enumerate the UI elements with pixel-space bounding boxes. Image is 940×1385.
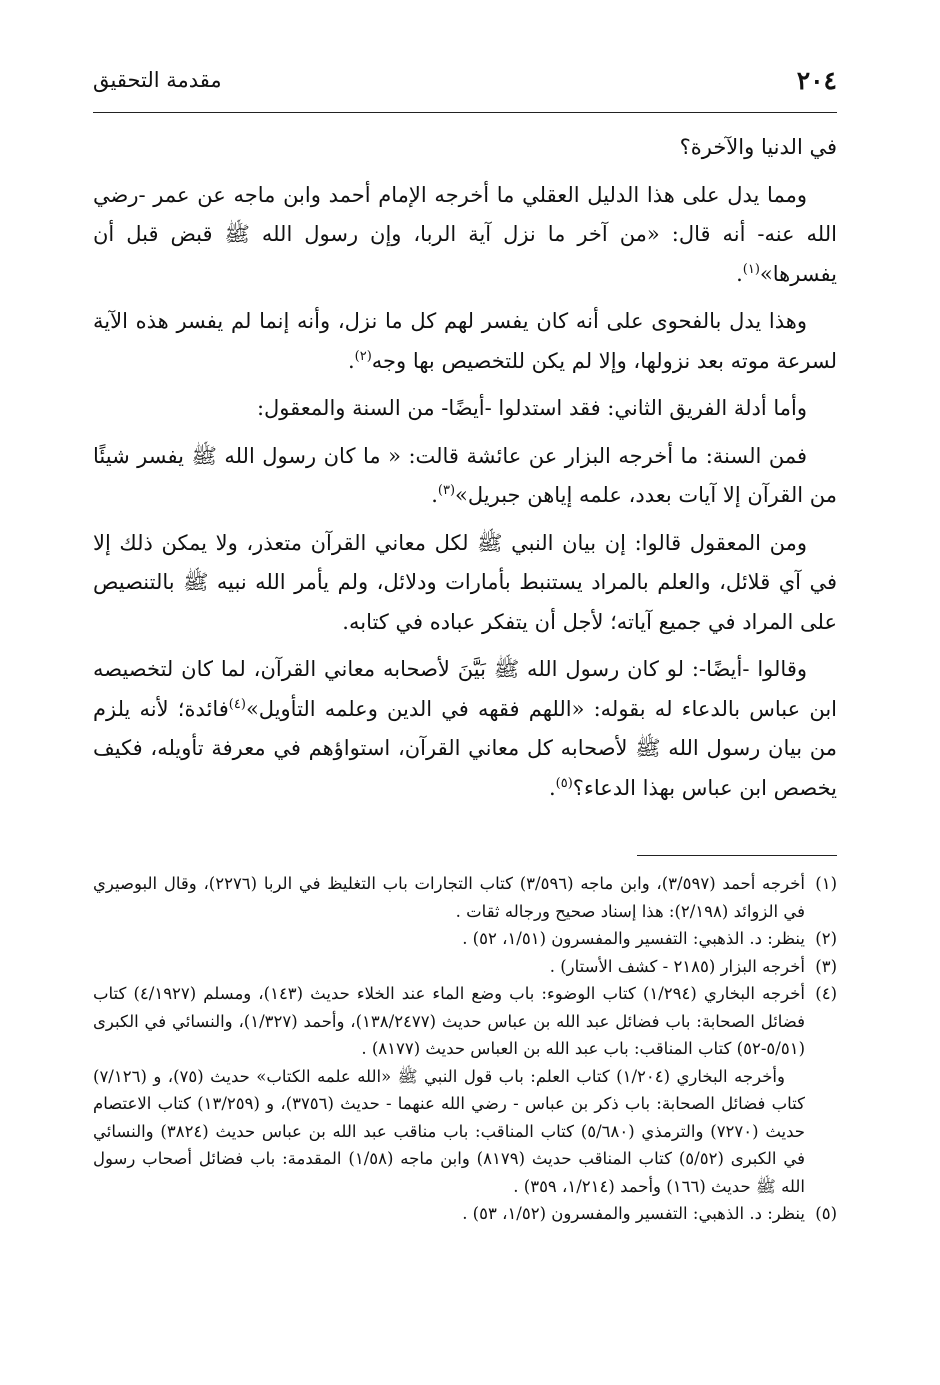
paragraph-7-end: . bbox=[548, 775, 556, 800]
footnote-ref-4: (٤) bbox=[228, 696, 246, 712]
footnote-text: ينظر: د. الذهبي: التفسير والمفسرون (١/٥٢، ٥٣) . bbox=[462, 1204, 805, 1223]
footnote-text: أخرجه البخاري (١/٢٩٤) كتاب الوضوء: باب وضع الماء عند الخلاء حديث (١٤٣)، ومسلم (٤/١٩٢٧) كتاب فضائل الصحابة: باب فضائل عبد الله بن عباس حديث (١٣٨/٢٤٧٧)، وأحمد (١/٣٢٧)، والنسائي في الكبرى (٥/٥١-٥٢) كتاب المناقب: باب عبد الله بن العباس حديث (٨١٧٧) . bbox=[93, 984, 806, 1058]
footnote-ref-3: (٣) bbox=[437, 483, 456, 498]
footnote-text: ينظر: د. الذهبي: التفسير والمفسرون (١/٥١، ٥٢) . bbox=[462, 929, 805, 948]
footnote-divider bbox=[637, 855, 837, 856]
footnote-4 bbox=[93, 980, 837, 1063]
paragraph-6-text: ومن المعقول قالوا: إن بيان النبي ﷺ لكل معاني القرآن متعذر، ولا يمكن ذلك إلا في آي قلائل، والعلم بالمراد يستنبط بأمارات ودلائل، ولم يأمر الله نبيه ﷺ بالتنصيص على المراد في جميع آياته؛ لأجل أن يتفكر عباده في كتابه. bbox=[93, 530, 837, 634]
main-text bbox=[93, 128, 837, 816]
paragraph-3 bbox=[93, 302, 837, 381]
footnote-5 bbox=[93, 1200, 837, 1228]
paragraph-7 bbox=[93, 650, 837, 808]
footnote-ref-2: (٢) bbox=[354, 348, 372, 364]
footnote-number: (٥) bbox=[815, 1204, 837, 1223]
footnote-text: أخرجه أحمد (٣/٥٩٧)، وابن ماجه (٣/٥٩٦) كتاب التجارات باب التغليظ في الربا (٢٢٧٦)، وقال البوصيري في الزوائد (٢/١٩٨): هذا إسناد صحيح ورجاله ثقات . bbox=[93, 874, 805, 921]
footnote-ref-5: (٥) bbox=[555, 775, 573, 791]
footnote-4-continuation: وأخرجه البخاري (١/٢٠٤) كتاب العلم: باب قول النبي ﷺ «الله علمه الكتاب» حديث (٧٥)، و (٧/١٢٦) كتاب فضائل الصحابة: باب ذكر بن عباس - رضي الله عنهما - حديث (٣٧٥٦)، و (١٣/٢٥٩) كتاب الاعتصام حديث (٧٢٧٠) والترمذي (٥/٦٨٠) كتاب المناقب: باب مناقب عبد الله بن عباس حديث (٣٨٢٤) والنسائي في الكبرى (٥/٥٢) كتاب المناقب حديث (٨١٧٩) وابن ماجه (١/٥٨) المقدمة: باب فضائل أصحاب رسول الله ﷺ حديث (١٦٦) وأحمد (١/٢١٤، ٣٥٩) . bbox=[93, 1066, 805, 1196]
page-number: ٢٠٤ bbox=[796, 66, 837, 95]
paragraph-1 bbox=[93, 128, 837, 168]
footnote-1 bbox=[93, 870, 837, 925]
page-header bbox=[93, 60, 837, 113]
paragraph-5-text: فمن السنة: ما أخرجه البزار عن عائشة قالت: « ما كان رسول الله ﷺ يفسر شيئًا من القرآن إلا آيات بعدد، علمه إياهن جبريل» bbox=[93, 443, 837, 507]
paragraph-4-text: وأما أدلة الفريق الثاني: فقد استدلوا -أيضًا- من السنة والمعقول: bbox=[256, 396, 807, 420]
footnote-text: أخرجه البزار (٢١٨٥ - كشف الأستار) . bbox=[549, 956, 805, 976]
footnote-number: (١) bbox=[815, 874, 837, 893]
footnote-2 bbox=[93, 925, 837, 953]
footnotes bbox=[93, 870, 837, 1228]
paragraph-5-end: . bbox=[431, 483, 438, 507]
paragraph-5 bbox=[93, 437, 837, 516]
paragraph-6 bbox=[93, 524, 837, 643]
footnote-number: (٢) bbox=[815, 929, 837, 948]
paragraph-7-text-a: وقالوا -أيضًا-: لو كان رسول الله ﷺ بَيَّنَ لأصحابه معاني القرآن، لما كان لتخصيصه ابن عباس بالدعاء له بقوله: «اللهم فقهه في الدين وعلمه التأويل» bbox=[93, 657, 837, 721]
paragraph-2-text: ومما يدل على هذا الدليل العقلي ما أخرجه الإمام أحمد وابن ماجه عن عمر -رضي الله عنه- أنه قال: «من آخر ما نزل آية الربا، وإن رسول الله ﷺ قبض قبل أن يفسرها» bbox=[93, 182, 837, 286]
paragraph-7-text-b: فائدة؛ لأنه يلزم من بيان رسول الله ﷺ لأصحابه كل معاني القرآن، استواؤهم في معرفة تأويله، فكيف يخصص ابن عباس بهذا الدعاء؟ bbox=[93, 696, 837, 800]
paragraph-3-text: وهذا يدل بالفحوى على أنه كان يفسر لهم كل ما نزل، وأنه إنما لم يفسر هذه الآية لسرعة موته بعد نزولها، وإلا لم يكن للتخصيص بها وجه bbox=[93, 309, 837, 373]
footnote-number: (٤) bbox=[815, 984, 837, 1003]
paragraph-1-text: في الدنيا والآخرة؟ bbox=[679, 135, 837, 159]
footnote-3 bbox=[93, 953, 837, 981]
running-title: مقدمة التحقيق bbox=[93, 68, 222, 92]
paragraph-4 bbox=[93, 389, 837, 429]
paragraph-2-end: . bbox=[736, 261, 743, 286]
paragraph-3-end: . bbox=[347, 348, 355, 373]
paragraph-2 bbox=[93, 176, 837, 295]
footnote-ref-1: (١) bbox=[742, 261, 760, 277]
footnote-number: (٣) bbox=[815, 956, 837, 976]
